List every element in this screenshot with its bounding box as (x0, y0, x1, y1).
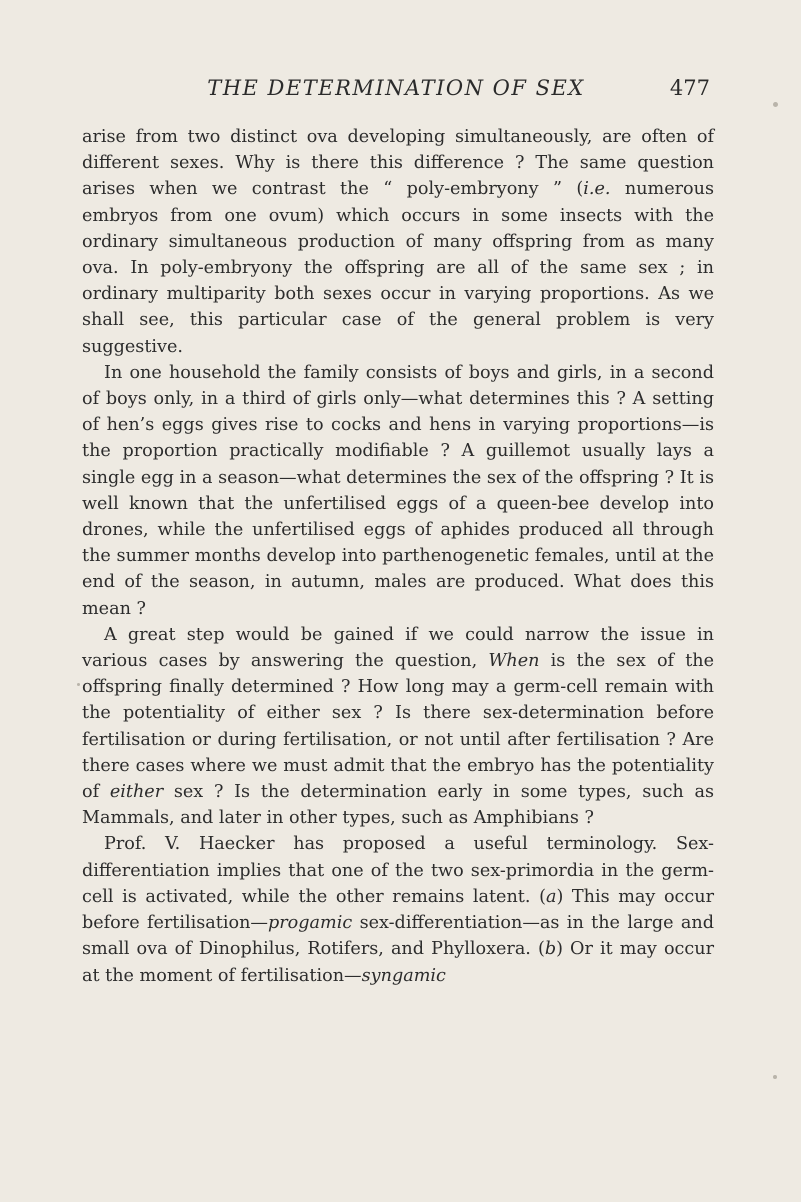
body-text (82, 124, 714, 989)
paragraph-1 (82, 124, 714, 360)
paper-speck (77, 683, 80, 686)
text-segment: In one household the family consists of boys and girls, in a second of boys only, in a third of girls only—what determines this ? A setting of hen’s eggs gives rise to cocks and hens in varying proportions—is the proportion practically modifiable ? A guillemot usually lays a single egg in a season—what determines the sex of the offspring ? It is well known that the unfertilised eggs of a queen-bee develop into drones, while the unfertilised eggs of aphides produced all through the summer months develop into parthenogenetic females, until at the end of the season, in autumn, males are produced. What does this mean ? (82, 362, 714, 619)
text-segment: Prof. V. Haecker has proposed a useful terminology. Sex-differentiation implies that one of the two sex-primordia in the germ-cell is activated, while the other remains latent. ( (82, 834, 714, 907)
paragraph-3 (82, 622, 714, 832)
italic-segment: i.e. (583, 179, 611, 200)
text-segment: ) This may occur before fertilisation— (82, 886, 714, 934)
text-segment: arise from two distinct ova developing simultaneously, are often of different sexes. Why is there this difference ? The same question arises when we contrast the “ poly-embryony ” ( (82, 127, 714, 200)
italic-segment: a (545, 886, 557, 907)
running-head (82, 70, 710, 110)
text-segment: is the sex of the offspring finally determined ? How long may a germ-cell remain with the potentiality of either sex ? Is there sex-determination before fertilisation or during fertilisation, or not until after fertilisation ? Are there cases where we must admit that the embryo has the potentiality of (82, 651, 715, 803)
running-title: THE DETERMINATION OF SEX (207, 76, 585, 100)
italic-segment: progamic (268, 913, 353, 934)
paper-speck (773, 102, 778, 107)
text-segment: ) Or it may occur at the moment of fertilisation— (82, 939, 714, 986)
page-number: 477 (669, 76, 710, 100)
italic-segment: syngamic (361, 965, 446, 986)
italic-segment: b (544, 939, 557, 960)
italic-segment: either (109, 782, 164, 803)
italic-segment: When (488, 651, 540, 672)
paragraph-4 (82, 831, 714, 988)
paper-speck (773, 1075, 777, 1079)
text-segment: sex-differentiation—as in the large and small ova of Dinophilus, Rotifers, and Phylloxera. ( (82, 913, 714, 960)
paragraph-2 (82, 360, 714, 622)
text-segment: numerous embryos from one ovum) which occurs in some insects with the ordinary simultaneous production of many offspring from as many ova. In poly-embryony the offspring are all of the same sex ; in ordinary multiparity both sexes occur in varying proportions. As we shall see, this particular case of the general problem is very suggestive. (82, 179, 714, 357)
text-segment: sex ? Is the determination early in some types, such as Mammals, and later in other types, such as Amphibians ? (82, 782, 714, 829)
text-segment: A great step would be gained if we could narrow the issue in various cases by answering the question, (82, 624, 714, 672)
